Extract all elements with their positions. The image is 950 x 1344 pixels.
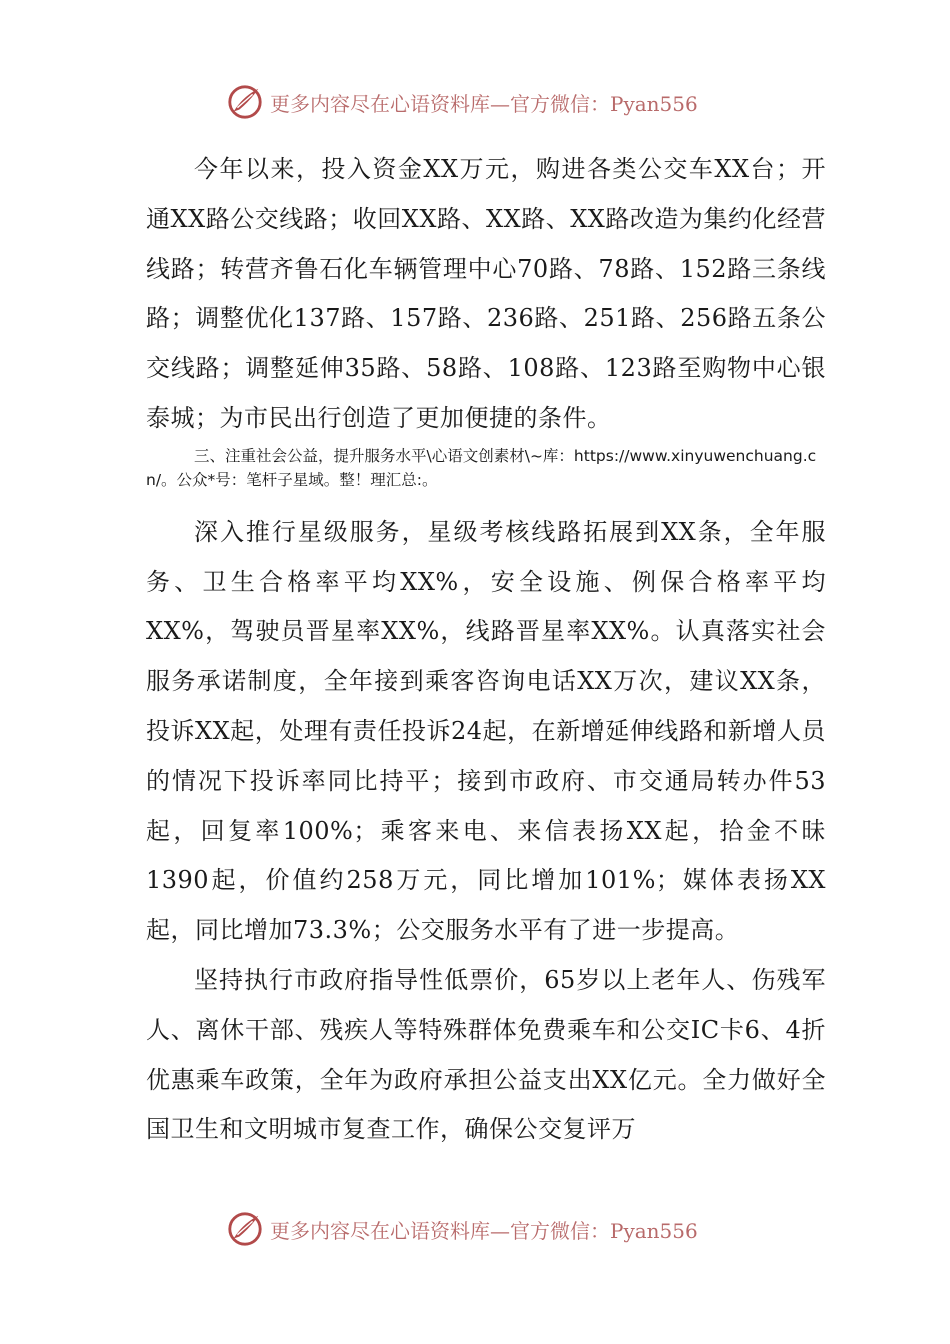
header-watermark-banner (226, 82, 746, 122)
quill-logo-icon (226, 1210, 264, 1248)
paragraph-route-adjustments: 今年以来，投入资金XX万元，购进各类公交车XX台；开通XX路公交线路；收回XX路、XX路、XX路改造为集约化经营线路；转营齐鲁石化车辆管理中心70路、78路、152路三条线路；调整优化137路、157路、236路、251路、256路五条公交线路；调整延伸35路、58路、108路、123路至购物中心银泰城；为市民出行创造了更加便捷的条件。 (146, 155, 826, 432)
section-heading: 三、注重社会公益，提升服务水平\心语文创素材\~库：https://www.xinyuwenchuang.cn/。公众*号：笔杆子星域。整！理汇总:。 (146, 446, 817, 489)
quill-logo-icon (226, 83, 264, 121)
document-body (146, 145, 826, 1155)
paragraph-public-welfare: 坚持执行市政府指导性低票价，65岁以上老年人、伤残军人、离休干部、残疾人等特殊群体免费乘车和公交IC卡6、4折优惠乘车政策，全年为政府承担公益支出XX亿元。全力做好全国卫生和文明城市复查工作，确保公交复评万 (146, 965, 826, 1144)
banner-text: 更多内容尽在心语资料库—官方微信：Pyan556 (270, 1218, 698, 1243)
paragraph-star-service: 深入推行星级服务，星级考核线路拓展到XX条，全年服务、卫生合格率平均XX%，安全设施、例保合格率平均XX%，驾驶员晋星率XX%，线路晋星率XX%。认真落实社会服务承诺制度，全年接到乘客咨询电话XX万次，建议XX条，投诉XX起，处理有责任投诉24起，在新增延伸线路和新增人员的情况下投诉率同比持平；接到市政府、市交通局转办件53起，回复率100%；乘客来电、来信表扬XX起，拾金不昧1390起，价值约258万元，同比增加101%；媒体表扬XX起，同比增加73.3%；公交服务水平有了进一步提高。 (146, 517, 826, 945)
footer-watermark-banner (226, 1209, 746, 1249)
banner-text: 更多内容尽在心语资料库—官方微信：Pyan556 (270, 91, 698, 116)
